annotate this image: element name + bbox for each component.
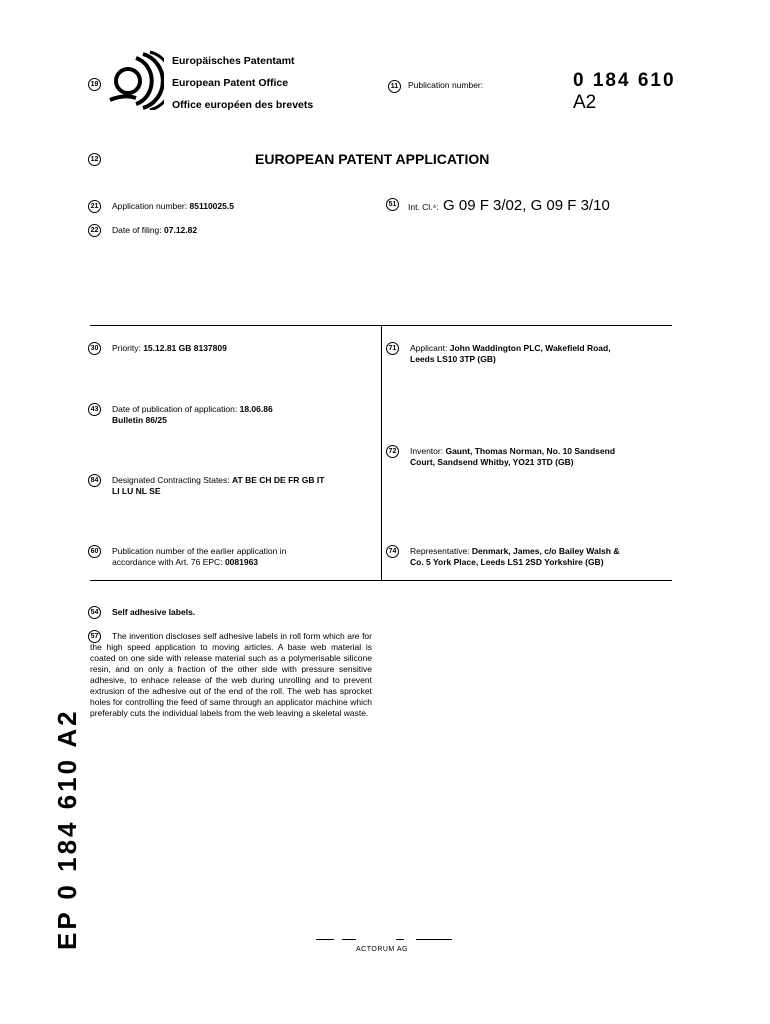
filing-date-label: Date of filing: [112, 225, 162, 235]
field-51-badge: 51 [386, 198, 399, 211]
representative-block [410, 546, 619, 568]
publication-number: 0 184 610 [573, 70, 676, 91]
designated-states-block [112, 475, 324, 497]
inventor-line-1: Gaunt, Thomas Norman, No. 10 Sandsend [445, 446, 616, 456]
abstract-text: The invention discloses self adhesive labels in roll form which are for the high speed application to moving articles. A base web material is coated on one side with release material such as a polymerisable silicone resin, and on only a fraction of the other side with pressure sensitive adhesive, to enhace release of the web during unrolling and to prevent extrusion of the adhesive out of the end of the roll. The web has sprocket holes for controlling the feed of same through an applicator machine which preferably cuts the individual labels from the web leaving a skeletal waste. [90, 631, 372, 718]
field-71-badge: 71 [386, 342, 399, 355]
publication-date-block [112, 404, 273, 426]
office-name-fr: Office européen des brevets [172, 99, 314, 111]
field-74-badge: 74 [386, 545, 399, 558]
applicant-line-1: John Waddington PLC, Wakefield Road, [449, 343, 611, 353]
earlier-application-number: 0081963 [224, 557, 259, 567]
office-names [172, 50, 313, 116]
inventor-block [410, 446, 615, 468]
field-30-badge: 30 [88, 342, 101, 355]
pub-number-label: Publication number: [408, 80, 484, 90]
side-publication-number: EP 0 184 610 A2 [52, 708, 82, 950]
earlier-application-label-2: accordance with Art. 76 EPC: [112, 557, 223, 567]
intcl-value: G 09 F 3/02, G 09 F 3/10 [443, 197, 610, 214]
box-divider [381, 325, 382, 580]
document-type-title: EUROPEAN PATENT APPLICATION [255, 151, 490, 167]
representative-line-2: Co. 5 York Place, Leeds LS1 2SD Yorkshire (GB) [410, 557, 604, 567]
field-60-badge: 60 [88, 545, 101, 558]
abstract-block [90, 631, 372, 719]
earlier-application-label-1: Publication number of the earlier application in [112, 546, 287, 556]
designated-states-label: Designated Contracting States: [112, 475, 230, 485]
field-22-badge: 22 [88, 224, 101, 237]
application-number: 85110025.5 [189, 201, 234, 211]
publication-date: 18.06.86 [239, 404, 273, 414]
box-bottom-rule [90, 580, 672, 581]
field-54-badge: 54 [88, 606, 101, 619]
filing-date-line [112, 225, 197, 236]
field-57-badge: 57 [88, 630, 101, 643]
applicant-block [410, 343, 611, 365]
representative-label: Representative: [410, 546, 470, 556]
inventor-label: Inventor: [410, 446, 444, 456]
field-19-badge: 19 [88, 78, 101, 91]
field-43-badge: 43 [88, 403, 101, 416]
priority-label: Priority: [112, 343, 141, 353]
application-number-line [112, 201, 234, 212]
footer-rule-4 [416, 939, 452, 940]
invention-title: Self adhesive labels. [112, 607, 196, 617]
footer-rule-2 [342, 939, 356, 940]
application-number-label: Application number: [112, 201, 188, 211]
field-84-badge: 84 [88, 474, 101, 487]
field-12-badge: 12 [88, 153, 101, 166]
filing-date: 07.12.82 [164, 225, 198, 235]
inventor-line-2: Court, Sandsend Whitby, YO21 3TD (GB) [410, 457, 574, 467]
bulletin: Bulletin 86/25 [112, 415, 167, 425]
representative-line-1: Denmark, James, c/o Bailey Walsh & [471, 546, 620, 556]
publication-kind: A2 [573, 92, 597, 113]
office-name-de: Europäisches Patentamt [172, 55, 295, 67]
priority-value: 15.12.81 GB 8137809 [143, 343, 227, 353]
designated-states-2: LI LU NL SE [112, 486, 161, 496]
publication-date-label: Date of publication of application: [112, 404, 238, 414]
field-21-badge: 21 [88, 200, 101, 213]
intcl-label: Int. Cl.⁴: [408, 202, 439, 212]
footer-rule-1 [316, 939, 334, 940]
applicant-line-2: Leeds LS10 3TP (GB) [410, 354, 496, 364]
printer-footer: ACTORUM AG [356, 946, 408, 953]
office-name-en: European Patent Office [172, 77, 289, 89]
field-11-badge: 11 [388, 80, 401, 93]
epo-logo-icon [106, 50, 164, 110]
field-72-badge: 72 [386, 445, 399, 458]
intcl-line [408, 197, 610, 215]
earlier-application-block [112, 546, 286, 568]
priority-line [112, 343, 227, 354]
designated-states-1: AT BE CH DE FR GB IT [232, 475, 325, 485]
footer-rule-3 [396, 939, 404, 940]
applicant-label: Applicant: [410, 343, 448, 353]
